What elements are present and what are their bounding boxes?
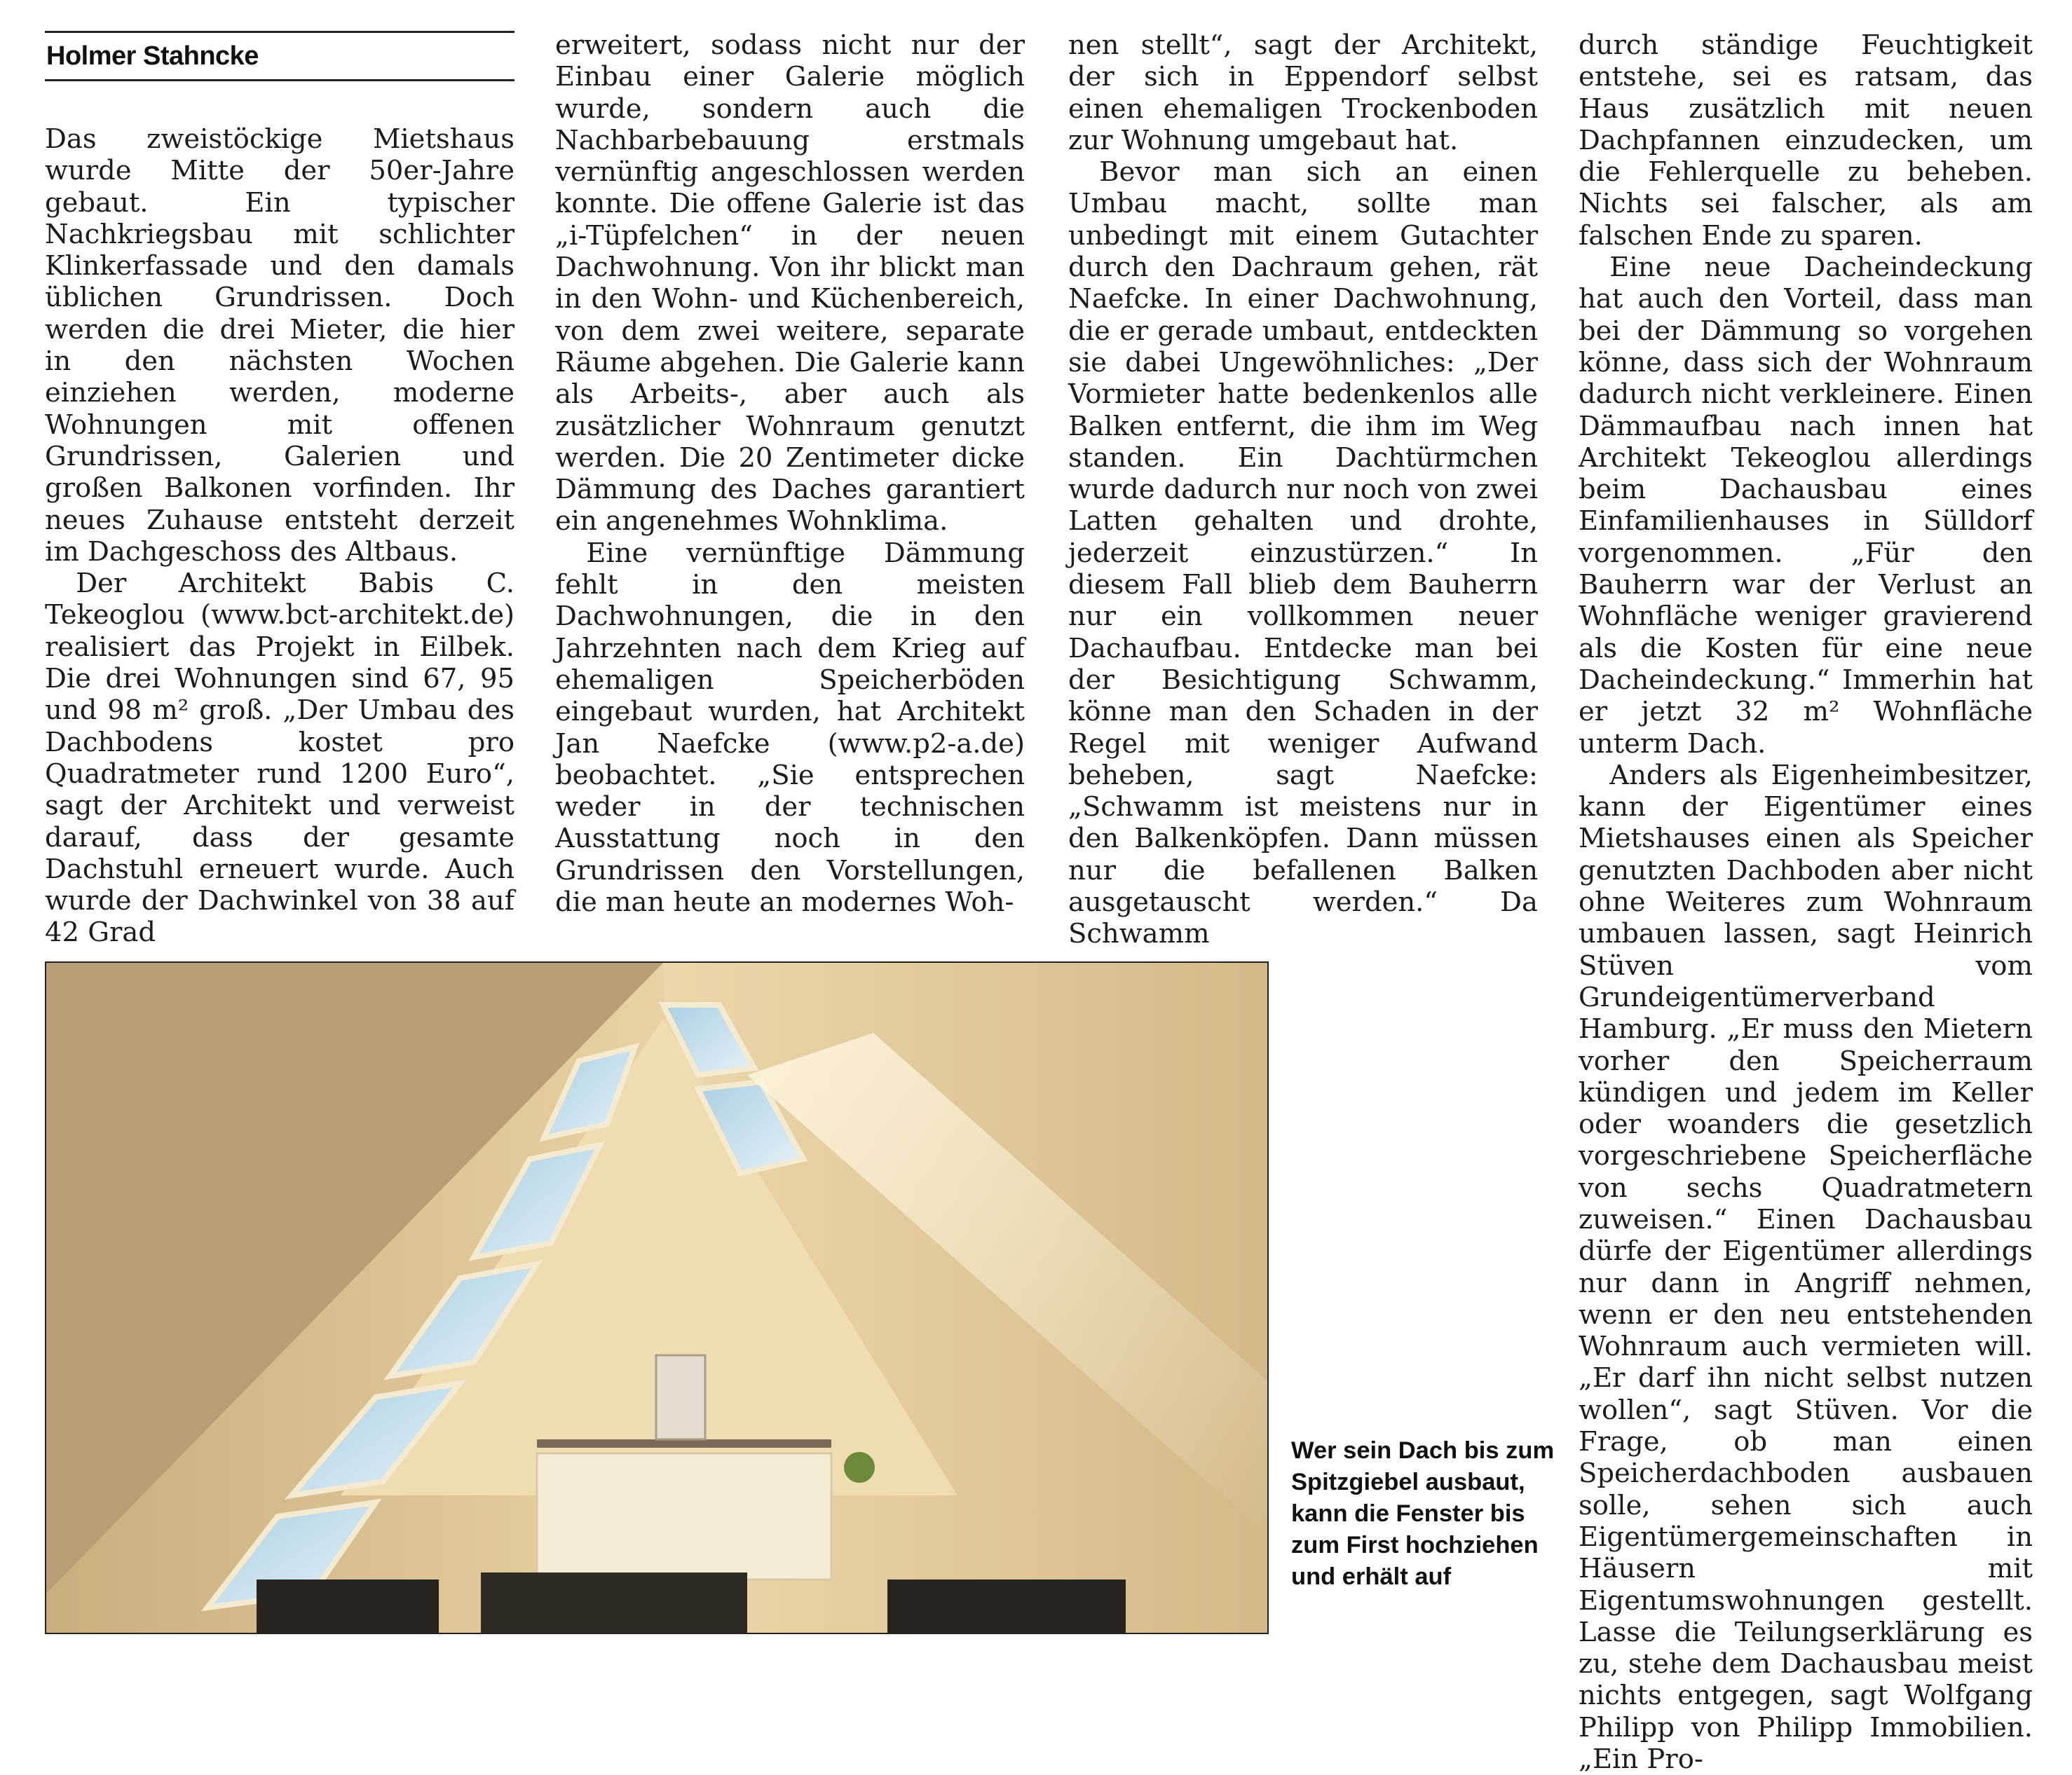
sofa-middle (481, 1572, 747, 1634)
author-header (45, 31, 514, 81)
attic-illustration (46, 963, 1269, 1634)
article-column-3 (1068, 29, 1538, 950)
article-column-4 (1579, 29, 2033, 1775)
article-column-1 (45, 123, 514, 949)
paragraph: Anders als Eigenheimbesitzer, kann der Eigentümer eines Mietshauses einen als Speicher genutzten Dachboden aber nicht ohne Weiteres zum Wohnraum umbauen lassen, sagt Heinrich Stüven vom Grundeigentümerverband Hamburg. „Er muss den Mietern vorher den Speicherraum kündigen und jedem im Keller oder woanders die gesetzlich vorgeschriebene Speicherfläche von sechs Quadratmetern zuweisen.“ Einen Dachausbau dürfe der Eigentümer allerdings nur dann in Angriff nehmen, wenn er den neu entstehenden Wohnraum auch vermieten will. „Er darf ihn nicht selbst nutzen wollen“, sagt Stüven. Vor die Frage, ob man einen Speicherdachboden ausbauen solle, sehen sich auch Eigentümergemeinschaften in Häusern mit Eigentumswohnungen gestellt. Lasse die Teilungserklärung es zu, stehe dem Dachausbau meist nichts entgegen, sagt Wolfgang Philipp von Philipp Immobilien. „Ein Pro- (1579, 759, 2033, 1775)
sofa-right (887, 1579, 1126, 1634)
paragraph: erweitert, sodass nicht nur der Einbau einer Galerie möglich wurde, sondern auch die Nachbarbebauung erstmals vernünftig angeschlossen werden konnte. Die offene Galerie ist das „i-Tüpfelchen“ in der neuen Dachwohnung. Von ihr blickt man in den Wohn- und Küchenbereich, von dem zwei weitere, separate Räume abgehen. Die Galerie kann als Arbeits-, aber auch als zusätzlicher Wohnraum genutzt werden. Die 20 Zentimeter dicke Dämmung des Daches garantiert ein angenehmes Wohnklima. (555, 29, 1025, 537)
paragraph: Das zweistöckige Mietshaus wurde Mitte der 50er-Jahre gebaut. Ein typischer Nachkriegsbau mit schlichter Klinkerfassade und den damals üblichen Grundrissen. Doch werden die drei Mieter, die hier in den nächsten Wochen einziehen werden, moderne Wohnungen mit offenen Grundrissen, Galerien und großen Balkonen vorfinden. Ihr neues Zuhause entsteht derzeit im Dachgeschoss des Altbaus. (45, 123, 514, 568)
plant (844, 1452, 875, 1483)
kitchen-shelf (537, 1439, 831, 1448)
cooker-hood (656, 1355, 705, 1439)
attic-interior-photo (45, 961, 1269, 1634)
paragraph: durch ständige Feuchtigkeit entstehe, sei es ratsam, das Haus zusätzlich mit neuen Dachpfannen einzudecken, um die Fehlerquelle zu beheben. Nichts sei falscher, als am falschen Ende zu sparen. (1579, 29, 2033, 252)
paragraph: nen stellt“, sagt der Architekt, der sich in Eppendorf selbst einen ehemaligen Trockenboden zur Wohnung umgebaut hat. (1068, 29, 1538, 156)
article-column-2 (555, 29, 1025, 918)
paragraph: Eine neue Dacheindeckung hat auch den Vorteil, dass man bei der Dämmung so vorgehen könne, dass sich der Wohnraum dadurch nicht verkleinere. Einen Dämmaufbau nach innen hat Architekt Tekeoglou allerdings beim Dachausbau eines Einfamilienhauses in Sülldorf vorgenommen. „Für den Bauherrn war der Verlust an Wohnfläche weniger gravierend als die Kosten für eine neue Dacheindeckung.“ Immerhin hat er jetzt 32 m² Wohnfläche unterm Dach. (1579, 252, 2033, 760)
paragraph: Eine vernünftige Dämmung fehlt in den meisten Dachwohnungen, die in den Jahrzehnten nach dem Krieg auf ehemaligen Speicherböden eingebaut wurden, hat Architekt Jan Naefcke (www.p2-a.de) beobachtet. „Sie entsprechen weder in der technischen Ausstattung noch in den Grundrissen den Vorstellungen, die man heute an modernes Woh- (555, 537, 1025, 919)
sofa-left (257, 1579, 439, 1634)
paragraph: Bevor man sich an einen Umbau macht, sollte man unbedingt mit einem Gutachter durch den Dachraum gehen, rät Naefcke. In einer Dachwohnung, die er gerade umbaut, entdeckten sie dabei Ungewöhnliches: „Der Vormieter hatte bedenkenlos alle Balken entfernt, die ihm im Weg standen. Ein Dachtürmchen wurde dadurch nur noch von zwei Latten gehalten und drohte, jederzeit einzustürzen.“ In diesem Fall blieb dem Bauherrn nur ein vollkommen neuer Dachaufbau. Entdecke man bei der Besichtigung Schwamm, könne man den Schaden in der Regel mit weniger Aufwand beheben, sagt Naefcke: „Schwamm ist meistens nur in den Balkenköpfen. Dann müssen nur die befallenen Balken ausgetauscht werden.“ Da Schwamm (1068, 156, 1538, 950)
kitchen-unit (537, 1453, 831, 1579)
paragraph: Der Architekt Babis C. Tekeoglou (www.bct-architekt.de) realisiert das Projekt in Eilbek. Die drei Wohnungen sind 67, 95 und 98 m² groß. „Der Umbau des Dachbodens kostet pro Quadratmeter rund 1200 Euro“, sagt der Architekt und verweist darauf, dass der gesamte Dachstuhl erneuert wurde. Auch wurde der Dachwinkel von 38 auf 42 Grad (45, 568, 514, 949)
author-name: Holmer Stahncke (46, 41, 259, 71)
photo-caption: Wer sein Dach bis zum Spitzgiebel ausbaut, kann die Fenster bis zum First hochziehen und erhält auf (1291, 1437, 1555, 1590)
